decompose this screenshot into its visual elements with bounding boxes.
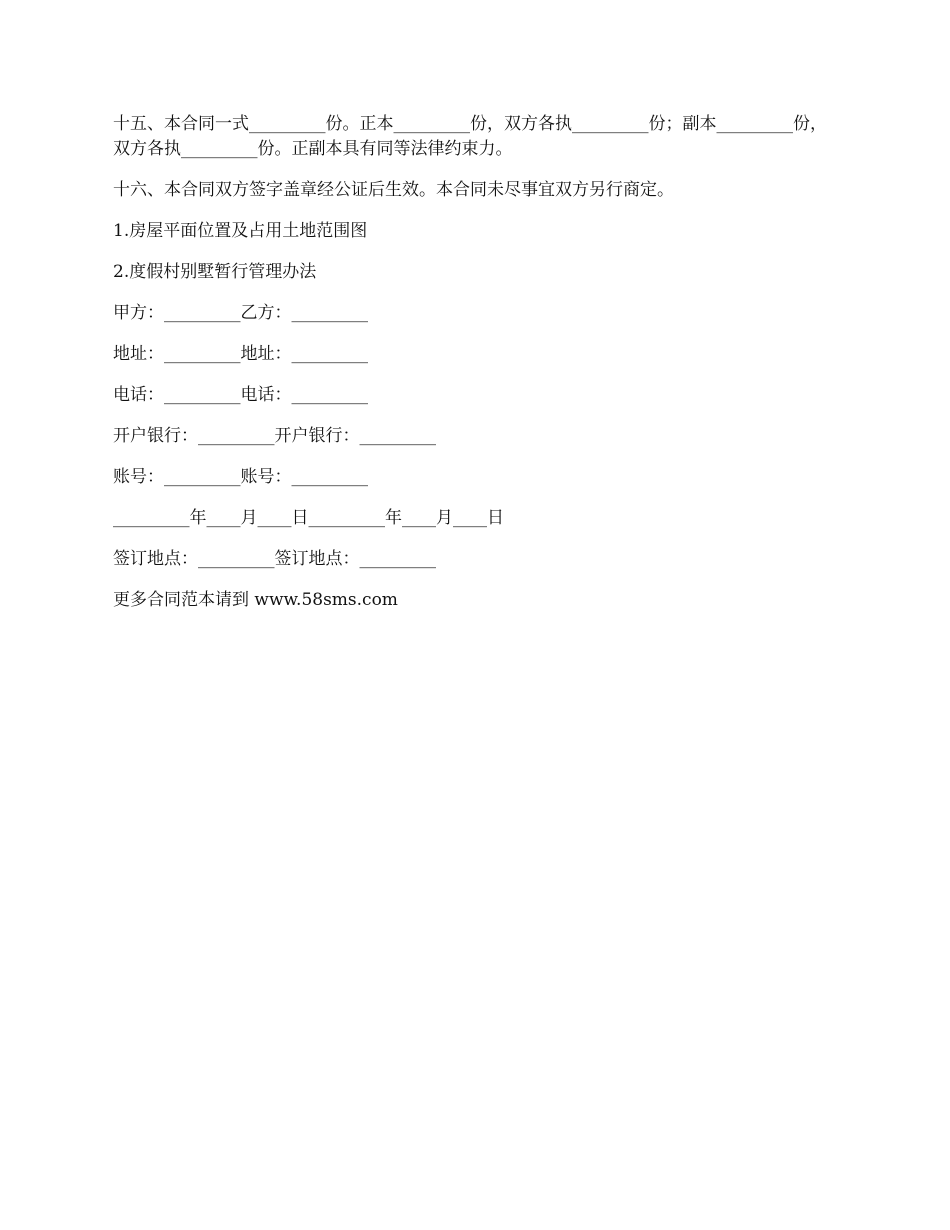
attachment-2: 2.度假村别墅暂行管理办法 <box>113 262 317 282</box>
attachment-1: 1.房屋平面位置及占用土地范围图 <box>113 221 368 241</box>
address-line: 地址：_________地址：_________ <box>113 344 368 364</box>
document-body <box>113 112 841 628</box>
signing-place-line: 签订地点：_________签订地点：_________ <box>113 549 436 569</box>
clause-16-effectiveness: 十六、本合同双方签字盖章经公证后生效。本合同未尽事宜双方另行商定。 <box>113 180 674 200</box>
footer-link-text: 更多合同范本请到 www.58sms.com <box>113 590 398 610</box>
phone-line: 电话：_________电话：_________ <box>113 385 368 405</box>
date-line: _________年____月____日_________年____月____日 <box>113 508 504 528</box>
party-names-line: 甲方：_________乙方：_________ <box>113 303 368 323</box>
account-line: 账号：_________账号：_________ <box>113 467 368 487</box>
bank-line: 开户银行：_________开户银行：_________ <box>113 426 436 446</box>
clause-15-copies: 十五、本合同一式_________份。正本_________份，双方各执_________份；副本_________份，双方各执_________份。正副本具有同等法律约束力。 <box>113 114 827 159</box>
